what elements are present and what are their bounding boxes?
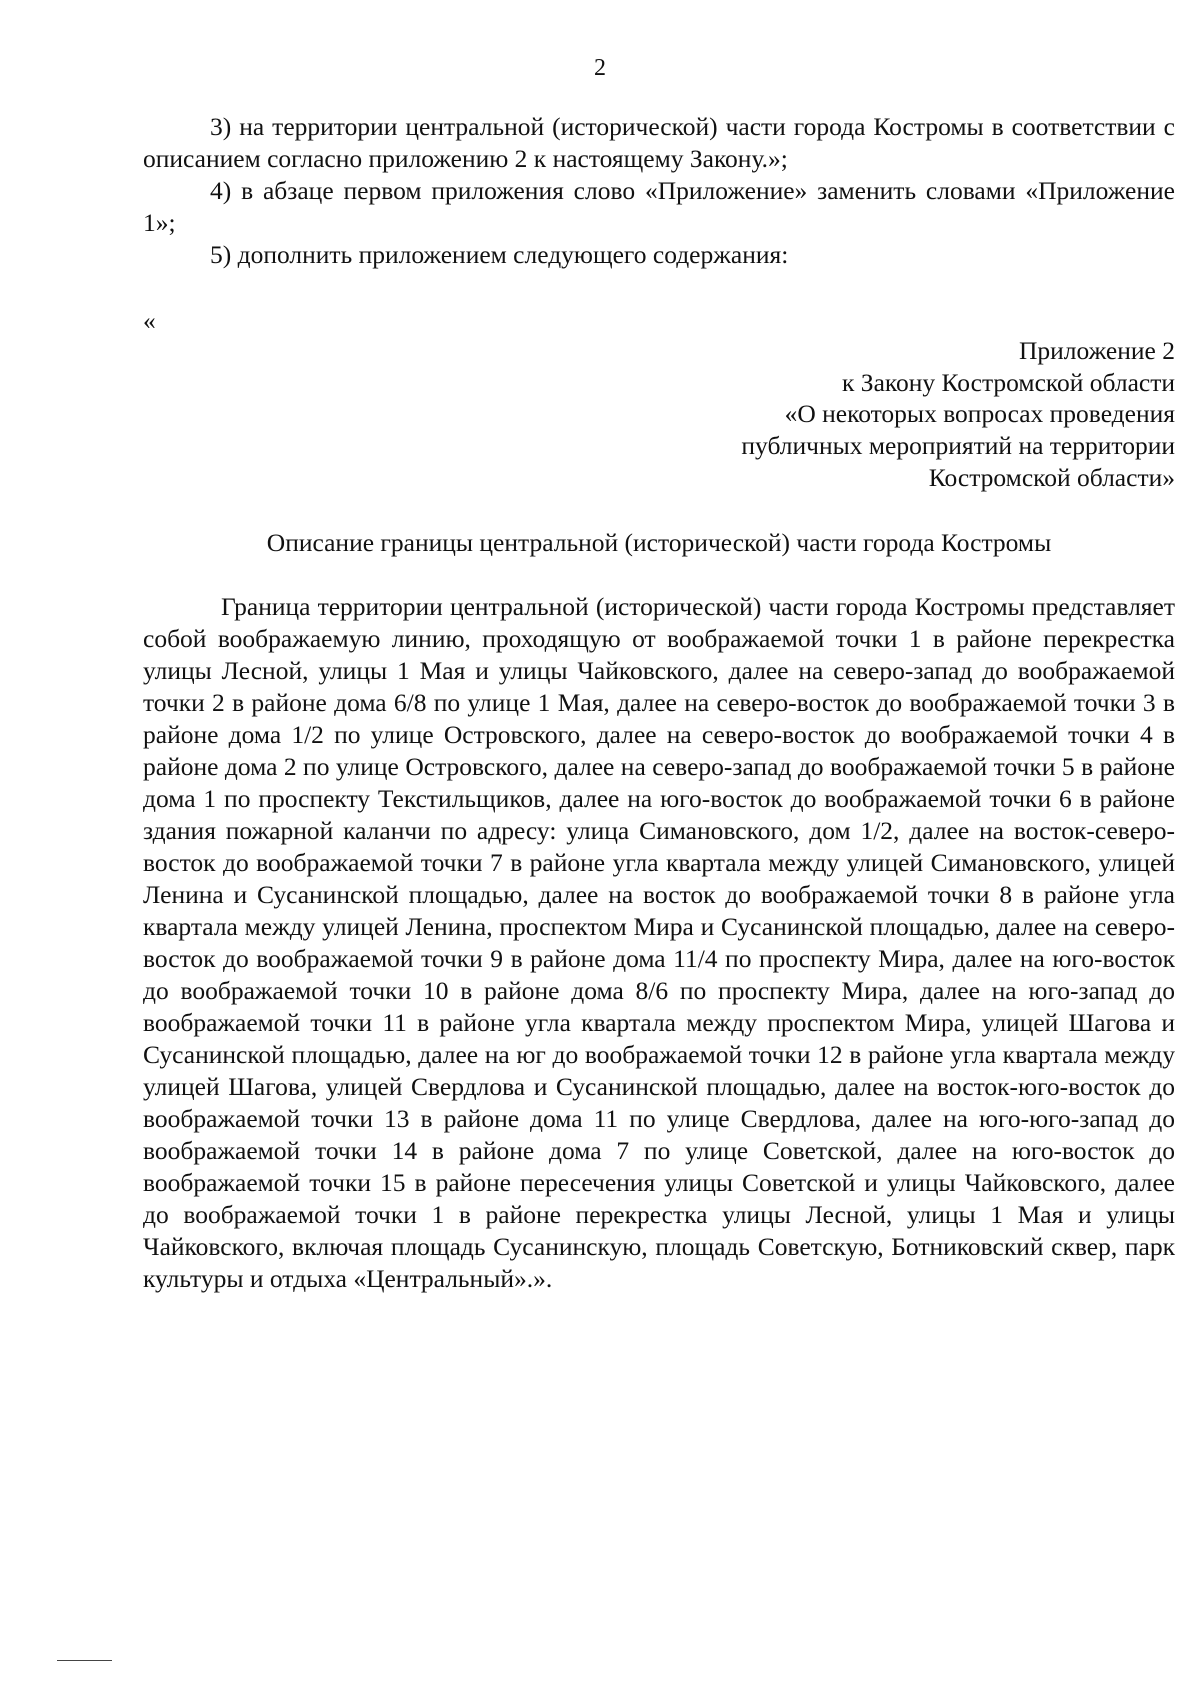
opening-quote-mark: « (143, 306, 156, 335)
amendment-item-4: 4) в абзаце первом приложения слово «Приложение» заменить словами «Приложение 1»; (143, 176, 1175, 237)
page-number: 2 (594, 55, 606, 81)
appendix-header (575, 335, 1175, 494)
appendix-law-name-line-3: Костромской области» (928, 462, 1175, 492)
boundary-description: Граница территории центральной (исторической) части города Костромы представляет собой воображаемую линию, проходящую от воображаемой точки 1 в районе перекрестка улицы Лесной, улицы 1 Мая и улицы Чайковского, далее на северо-запад до воображаемой точки 2 в районе дома 6/8 по улице 1 Мая, далее на северо-восток до воображаемой точки 3 в районе дома 1/2 по улице Островского, далее на северо-восток до воображаемой точки 4 в районе дома 2 по улице Островского, далее на северо-запад до воображаемой точки 5 в районе дома 1 по проспекту Текстильщиков, далее на юго-восток до воображаемой точки 6 в районе здания пожарной каланчи по адресу: улица Симановского, дом 1/2, далее на восток-северо-восток до воображаемой точки 7 в районе угла квартала между улицей Симановского, улицей Ленина и Сусанинской площадью, далее на восток до воображаемой точки 8 в районе угла квартала между улицей Ленина, проспектом Мира и Сусанинской площадью, далее на северо-восток до воображаемой точки 9 в районе дома 11/4 по проспекту Мира, далее на юго-восток до воображаемой точки 10 в районе дома 8/6 по проспекту Мира, далее на юго-запад до воображаемой точки 11 в районе угла квартала между проспектом Мира, улицей Шагова и Сусанинской площадью, далее на юг до воображаемой точки 12 в районе угла квартала между улицей Шагова, улицей Свердлова и Сусанинской площадью, далее на восток-юго-восток до воображаемой точки 13 в районе дома 11 по улице Свердлова, далее на юго-юго-запад до воображаемой точки 14 в районе дома 7 по улице Советской, далее на юго-восток до воображаемой точки 15 в районе пересечения улицы Советской и улицы Чайковского, далее до воображаемой точки 1 в районе перекрестка улицы Лесной, улицы 1 Мая и улицы Чайковского, включая площадь Сусанинскую, площадь Советскую, Ботниковский сквер, парк культуры и отдыха «Центральный».». (143, 592, 1175, 1293)
appendix-law-ref: к Закону Костромской области (842, 367, 1175, 397)
appendix-law-name-line-1: «О некоторых вопросах проведения (784, 399, 1175, 429)
appendix-title: Приложение 2 (1019, 336, 1175, 365)
margin-line (57, 1660, 112, 1661)
amendment-item-5: 5) дополнить приложением следующего содержания: (210, 240, 789, 269)
section-heading: Описание границы центральной (исторической) части города Костромы (266, 528, 1052, 557)
appendix-law-name-line-2: публичных мероприятий на территории (741, 431, 1175, 461)
amendment-item-3: 3) на территории центральной (исторической) части города Костромы в соответствии с описанием согласно приложению 2 к настоящему Закону.»; (143, 112, 1175, 173)
